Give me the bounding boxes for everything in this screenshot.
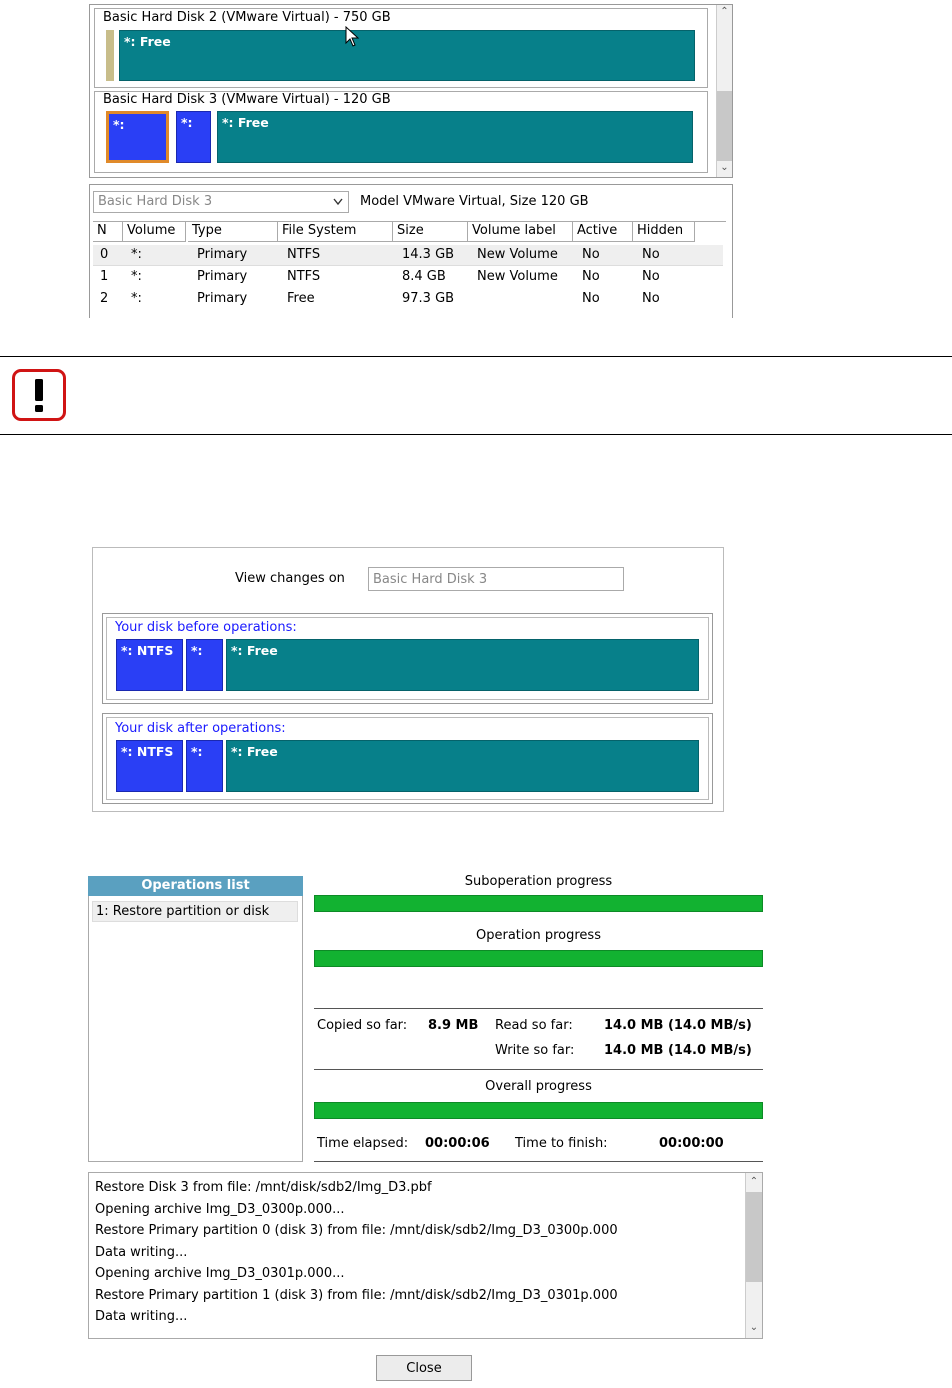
scrollbar-thumb[interactable] [717,91,732,161]
cell: Primary [197,247,248,262]
operation-progress-bar [314,950,763,967]
chevron-down-icon [333,198,343,206]
disk3-title: Basic Hard Disk 3 (VMware Virtual) - 120 GB [103,92,391,107]
cell: 14.3 GB [402,247,455,262]
scroll-up-arrow-icon[interactable]: ⌃ [749,1176,759,1187]
log-line: Opening archive Img_D3_0301p.000... [95,1266,345,1281]
log-line: Data writing... [95,1245,188,1260]
disk3-partition-1[interactable]: *: [176,111,211,163]
cell: 1 [100,269,109,284]
before-partition-small[interactable]: *: [186,639,223,691]
cell: *: [131,247,142,262]
log-line: Restore Disk 3 from file: /mnt/disk/sdb2/Img_D3.pbf [95,1180,432,1195]
cell: New Volume [477,269,558,284]
col-header-hidden[interactable]: Hidden [633,222,695,242]
cell: No [642,247,660,262]
finish-value: 00:00:00 [659,1136,724,1151]
scroll-down-arrow-icon[interactable]: ⌄ [749,1322,759,1333]
operation-track [314,950,763,967]
divider [314,1161,763,1162]
col-header-active[interactable]: Active [573,222,633,242]
col-header-volume-label[interactable]: Volume label [468,222,573,242]
after-partition-ntfs[interactable]: *: NTFS [116,740,183,792]
after-partition-free[interactable]: *: Free [226,740,699,792]
operations-list-header: Operations list [88,876,303,896]
cell: Primary [197,269,248,284]
disk-before-label: Your disk before operations: [115,620,297,635]
cell: 2 [100,291,109,306]
finish-label: Time to finish: [515,1136,608,1151]
cell: 97.3 GB [402,291,455,306]
cell: No [582,269,600,284]
cell: 8.4 GB [402,269,446,284]
elapsed-label: Time elapsed: [317,1136,409,1151]
cell: Free [287,291,315,306]
log-scrollbar[interactable] [745,1173,762,1338]
view-changes-disk-field[interactable] [368,567,624,591]
cell: No [642,291,660,306]
cell: NTFS [287,269,321,284]
cell: New Volume [477,247,558,262]
read-value: 14.0 MB (14.0 MB/s) [604,1018,752,1033]
after-partition-small[interactable]: *: [186,740,223,792]
operations-list-item[interactable]: 1: Restore partition or disk [92,901,298,922]
suboperation-track [314,895,763,912]
col-header-file-system[interactable]: File System [278,222,393,242]
disk3-partition-0[interactable]: *: [106,111,169,163]
col-header-volume[interactable]: Volume [123,222,186,242]
mouse-cursor-icon [345,26,361,48]
col-header-size[interactable]: Size [393,222,468,242]
log-line: Restore Primary partition 1 (disk 3) from file: /mnt/disk/sdb2/Img_D3_0301p.000 [95,1288,618,1303]
cell: No [582,247,600,262]
close-button[interactable]: Close [376,1355,472,1381]
cell: NTFS [287,247,321,262]
cell: Primary [197,291,248,306]
copied-label: Copied so far: [317,1018,408,1033]
view-changes-disk-value: Basic Hard Disk 3 [373,572,488,587]
disk2-unallocated-strip[interactable] [106,30,114,81]
col-header-n[interactable]: N [93,222,123,242]
view-changes-label: View changes on [235,571,345,586]
cell: *: [131,269,142,284]
divider [314,1008,763,1009]
scroll-up-arrow-icon[interactable]: ⌃ [720,6,729,17]
warning-icon [12,369,66,421]
operation-label: Operation progress [476,928,601,943]
disk-map-scrollbar[interactable] [716,5,732,177]
overall-label: Overall progress [485,1079,592,1094]
disk3-free-partition[interactable]: *: Free [217,111,693,163]
elapsed-value: 00:00:06 [425,1136,490,1151]
log-line: Restore Primary partition 0 (disk 3) from file: /mnt/disk/sdb2/Img_D3_0300p.000 [95,1223,618,1238]
warning-bottom-rule [0,434,952,435]
divider [314,1069,763,1070]
cell: *: [131,291,142,306]
log-line: Opening archive Img_D3_0300p.000... [95,1202,345,1217]
col-header-type[interactable]: Type [188,222,278,242]
log-panel[interactable] [88,1172,763,1339]
log-scrollbar-thumb[interactable] [746,1192,762,1282]
disk2-free-partition[interactable]: *: Free [119,30,695,81]
disk-model-info: Model VMware Virtual, Size 120 GB [360,194,589,209]
before-partition-free[interactable]: *: Free [226,639,699,691]
overall-progress-bar [314,1102,763,1119]
exclamation-icon [15,372,63,418]
overall-track [314,1102,763,1119]
disk-select-value: Basic Hard Disk 3 [98,194,213,209]
write-label: Write so far: [495,1043,575,1058]
write-value: 14.0 MB (14.0 MB/s) [604,1043,752,1058]
cell: No [642,269,660,284]
suboperation-label: Suboperation progress [464,874,613,889]
disk-after-label: Your disk after operations: [115,721,286,736]
copied-value: 8.9 MB [428,1018,479,1033]
cell: No [582,291,600,306]
warning-top-rule [0,356,952,357]
scroll-down-arrow-icon[interactable]: ⌄ [720,162,729,173]
disk2-title: Basic Hard Disk 2 (VMware Virtual) - 750 GB [103,10,391,25]
cell: 0 [100,247,109,262]
disk-select-dropdown[interactable] [93,191,349,213]
log-line: Data writing... [95,1309,188,1324]
suboperation-progress-bar [314,895,763,912]
read-label: Read so far: [495,1018,573,1033]
before-partition-ntfs[interactable]: *: NTFS [116,639,183,691]
